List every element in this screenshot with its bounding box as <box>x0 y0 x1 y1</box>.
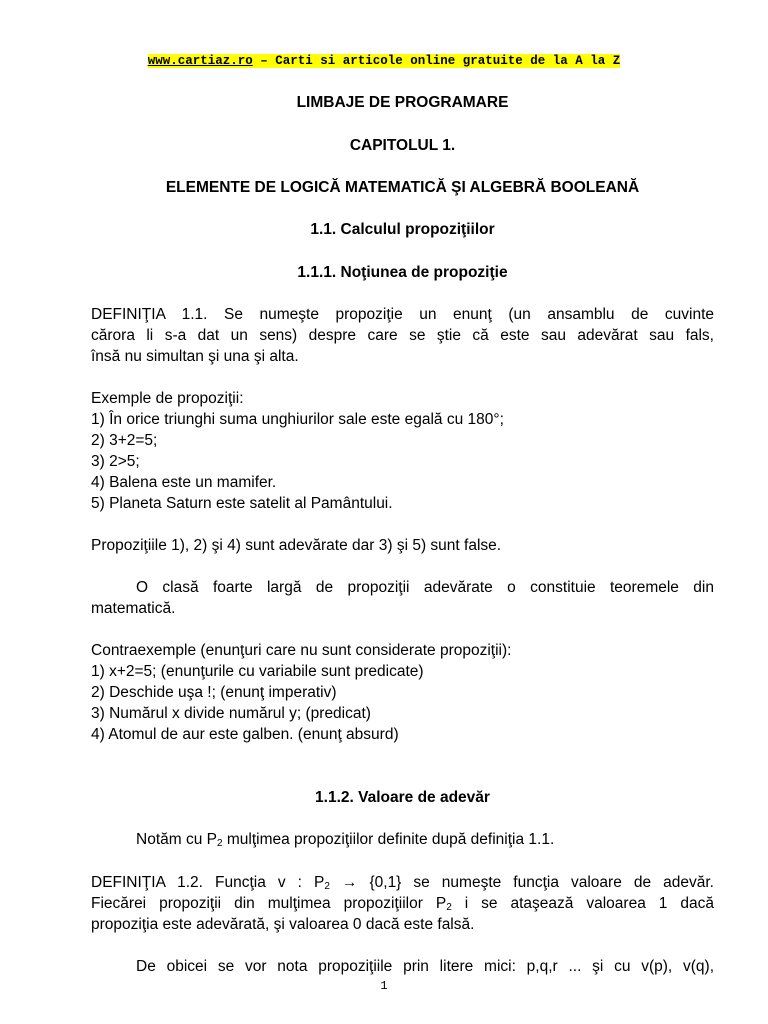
notation-subscript: 2 <box>216 838 223 849</box>
definition-line: cărora li s-a dat un sens) despre care se ştie că este sau adevărat sau fals, <box>91 327 714 344</box>
example-item: 2) 3+2=5; <box>91 432 158 449</box>
definition2-subscript: 2 <box>324 881 330 892</box>
definition-line: DEFINIŢIA 1.1. Se numeşte propoziţie un enunţ (un ansamblu de cuvinte <box>91 306 714 323</box>
theorems-line: matematică. <box>91 600 176 617</box>
example-item: 4) Balena este un mamifer. <box>91 474 277 491</box>
examples-heading: Exemple de propoziţii: <box>91 390 244 407</box>
truth-statement: Propoziţiile 1), 2) şi 4) sunt adevărate dar 3) şi 5) sunt false. <box>91 537 502 554</box>
definition2-line: propoziţia este adevărată, şi valoarea 0 dacă este falsă. <box>91 916 475 933</box>
definition2-text: i se ataşează valoarea 1 dacă <box>451 895 714 912</box>
site-link[interactable]: www.cartiaz.ro <box>147 54 253 68</box>
definition2-text: → {0,1} se numeşte funcţia valoare de adevăr. <box>329 874 714 891</box>
definition2-line <box>91 893 714 914</box>
definition2-subscript: 2 <box>446 902 452 913</box>
example-item: 1) În orice triunghi suma unghiurilor sale este egală cu 180°; <box>91 411 504 428</box>
page-number: 1 <box>380 979 388 993</box>
theorems-line: O clasă foarte largă de propoziţii adevărate o constituie teoremele din <box>136 579 714 596</box>
notation-text: mulţimea propoziţiilor definite după definiţia 1.1. <box>222 831 555 848</box>
subsection-heading: 1.1.1. Noţiunea de propoziţie <box>297 264 508 281</box>
definition2-line <box>91 872 714 893</box>
counterexample-item: 4) Atomul de aur este galben. (enunţ absurd) <box>91 726 399 743</box>
notation-text: Notăm cu P <box>136 831 217 848</box>
definition-line: însă nu simultan şi una şi alta. <box>91 348 299 365</box>
counterexample-item: 3) Numărul x divide numărul y; (predicat) <box>91 705 371 722</box>
section-heading: 1.1. Calculul propoziţiilor <box>310 221 495 238</box>
notation-line <box>91 829 714 850</box>
chapter-title: ELEMENTE DE LOGICĂ MATEMATICĂ ŞI ALGEBRĂ BOOLEANĂ <box>165 179 640 196</box>
counterexample-item: 2) Deschide uşa !; (enunţ imperativ) <box>91 684 337 701</box>
counterexamples-heading: Contraexemple (enunţuri care nu sunt considerate propoziţii): <box>91 642 512 659</box>
notation-convention-line: De obicei se vor nota propoziţiile prin litere mici: p,q,r ... şi cu v(p), v(q), <box>136 958 714 975</box>
site-header <box>0 54 768 68</box>
site-tagline: – Carti si articole online gratuite de la A la Z <box>252 54 621 68</box>
counterexample-item: 1) x+2=5; (enunţurile cu variabile sunt predicate) <box>91 663 424 680</box>
course-title: LIMBAJE DE PROGRAMARE <box>296 94 509 111</box>
chapter-number: CAPITOLUL 1. <box>349 137 456 154</box>
example-item: 3) 2>5; <box>91 453 140 470</box>
definition2-text: DEFINIŢIA 1.2. Funcţia v : P <box>91 874 325 891</box>
definition2-text: Fiecărei propoziţii din mulţimea propoziţiilor P <box>91 895 447 912</box>
subsection2-heading: 1.1.2. Valoare de adevăr <box>315 789 490 806</box>
example-item: 5) Planeta Saturn este satelit al Pamântului. <box>91 495 393 512</box>
header-highlight <box>148 54 621 68</box>
